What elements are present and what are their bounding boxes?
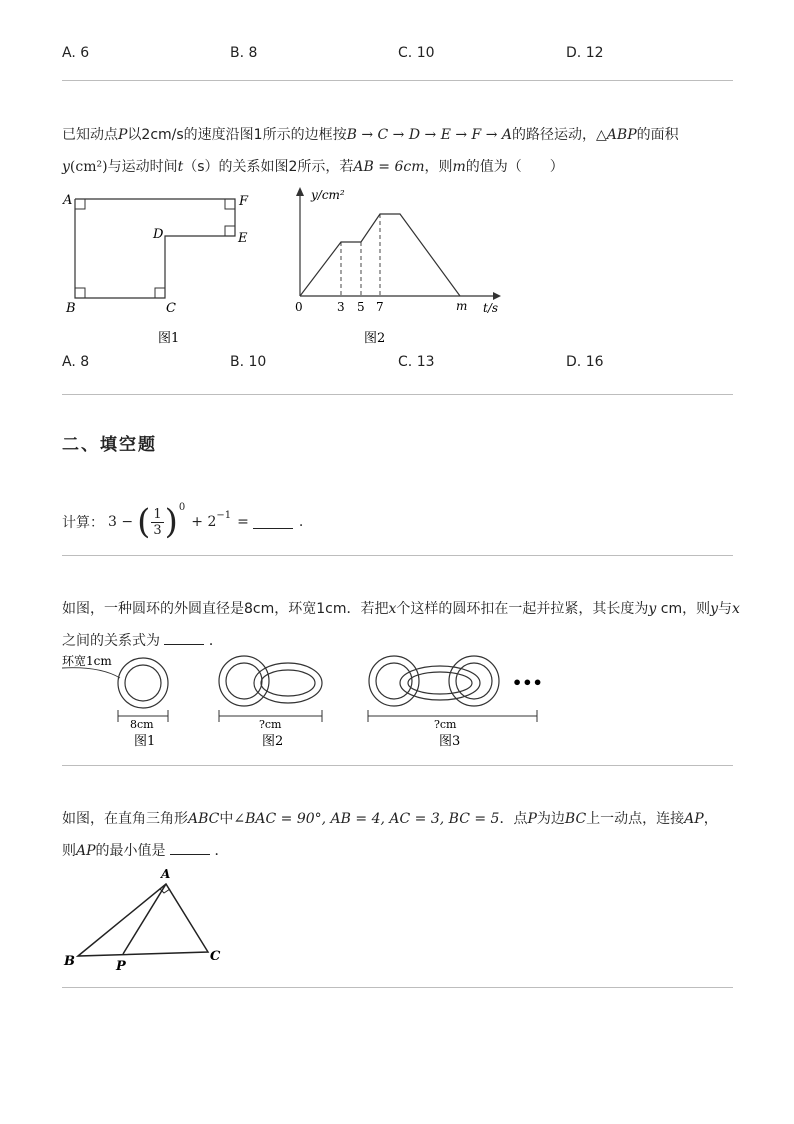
right-angle-c [155, 288, 165, 298]
right-angle-f [225, 199, 235, 209]
divider [62, 80, 733, 81]
ring-2b-outer [254, 663, 322, 703]
q1-line2: y(cm²)与运动时间t（s）的关系如图2所示，若AB = 6cm，则m的值为（ ） [62, 159, 564, 175]
label-c: C [210, 949, 221, 964]
dim-label-3: ?cm [434, 718, 457, 731]
divider [62, 394, 733, 395]
y-axis-arrow [296, 187, 304, 196]
ring-3c-inner [456, 663, 492, 699]
y-axis-label: y/cm² [311, 188, 345, 202]
tick-3: 3 [337, 300, 345, 314]
ring-1-inner [125, 665, 161, 701]
q1-line1: 已知动点P以2cm/s的速度沿图1所示的边框按B → C → D → E → F → A的路径运动，△ABP的面积 [62, 127, 679, 143]
triangle-abc [78, 884, 208, 956]
option-d[interactable]: D. 12 [566, 45, 604, 61]
right-angle-b [75, 288, 85, 298]
ring-3b-inner [408, 672, 472, 694]
q3-line1: 如图，一种圆环的外圆直径是8cm，环宽1cm．若把x个这样的圆环扣在一起并拉紧，其长度为y cm，则y与x [62, 601, 740, 617]
tick-m: m [456, 299, 468, 313]
q4-line1: 如图，在直角三角形ABC中∠BAC = 90°, AB = 4, AC = 3, BC = 5．点P为边BC上一动点，连接AP， [62, 811, 718, 827]
frame-outline [75, 199, 235, 298]
option-a[interactable]: A. 6 [62, 45, 90, 61]
divider [62, 765, 733, 766]
answer-blank[interactable] [253, 516, 293, 529]
divider [62, 555, 733, 556]
q1-option-a[interactable]: A. 8 [62, 354, 90, 370]
label-d: D [153, 227, 164, 242]
divider [62, 987, 733, 988]
dim-label-2: ?cm [259, 718, 282, 731]
caption-fig2: 图2 [364, 331, 386, 346]
section-heading: 二、填空题 [62, 435, 157, 455]
q1-option-b[interactable]: B. 10 [230, 354, 267, 370]
q4-line2: 则AP的最小值是 ． [62, 843, 229, 859]
figure-1-frame [60, 188, 260, 348]
caption-rings-2: 图2 [262, 734, 284, 749]
dim-label-1: 8cm [130, 718, 154, 731]
q1-option-c[interactable]: C. 13 [398, 354, 435, 370]
ring-label-leader [62, 668, 120, 678]
ring-2a-inner [226, 663, 262, 699]
ring-width-label: 环宽1cm [62, 654, 112, 668]
tick-5: 5 [357, 300, 365, 314]
figure-2-graph [285, 184, 510, 350]
ring-3a-inner [376, 663, 412, 699]
option-b[interactable]: B. 8 [230, 45, 258, 61]
right-angle-a [75, 199, 85, 209]
ellipsis-dots: ••• [512, 673, 543, 692]
label-c: C [166, 301, 176, 316]
label-a: A [63, 193, 73, 208]
label-p: P [116, 959, 126, 974]
right-angle-e [225, 226, 235, 236]
origin-label: 0 [295, 300, 303, 314]
fraction-one-third: 1 3 [153, 506, 162, 538]
caption-fig1: 图1 [158, 331, 180, 346]
option-c[interactable]: C. 10 [398, 45, 435, 61]
figure-triangle [60, 864, 240, 976]
answer-blank[interactable] [164, 632, 204, 645]
x-axis-label: t/s [483, 301, 499, 315]
label-f: F [239, 194, 249, 209]
caption-rings-3: 图3 [439, 734, 461, 749]
area-curve [300, 214, 460, 296]
label-b: B [66, 301, 76, 316]
answer-blank[interactable] [170, 842, 210, 855]
label-a: A [161, 867, 171, 881]
segment-ap [123, 884, 166, 954]
figure-rings [60, 648, 550, 752]
tick-7: 7 [376, 300, 384, 314]
q2-expression: 计算： 3 − ( 1 3 ) 0 + 2 −1 = . [62, 502, 304, 542]
label-b: B [64, 954, 75, 969]
q1-option-d[interactable]: D. 16 [566, 354, 604, 370]
x-axis-arrow [493, 292, 501, 300]
label-e: E [238, 231, 248, 246]
caption-rings-1: 图1 [134, 734, 156, 749]
q3-line2: 之间的关系式为 ． [62, 633, 223, 649]
